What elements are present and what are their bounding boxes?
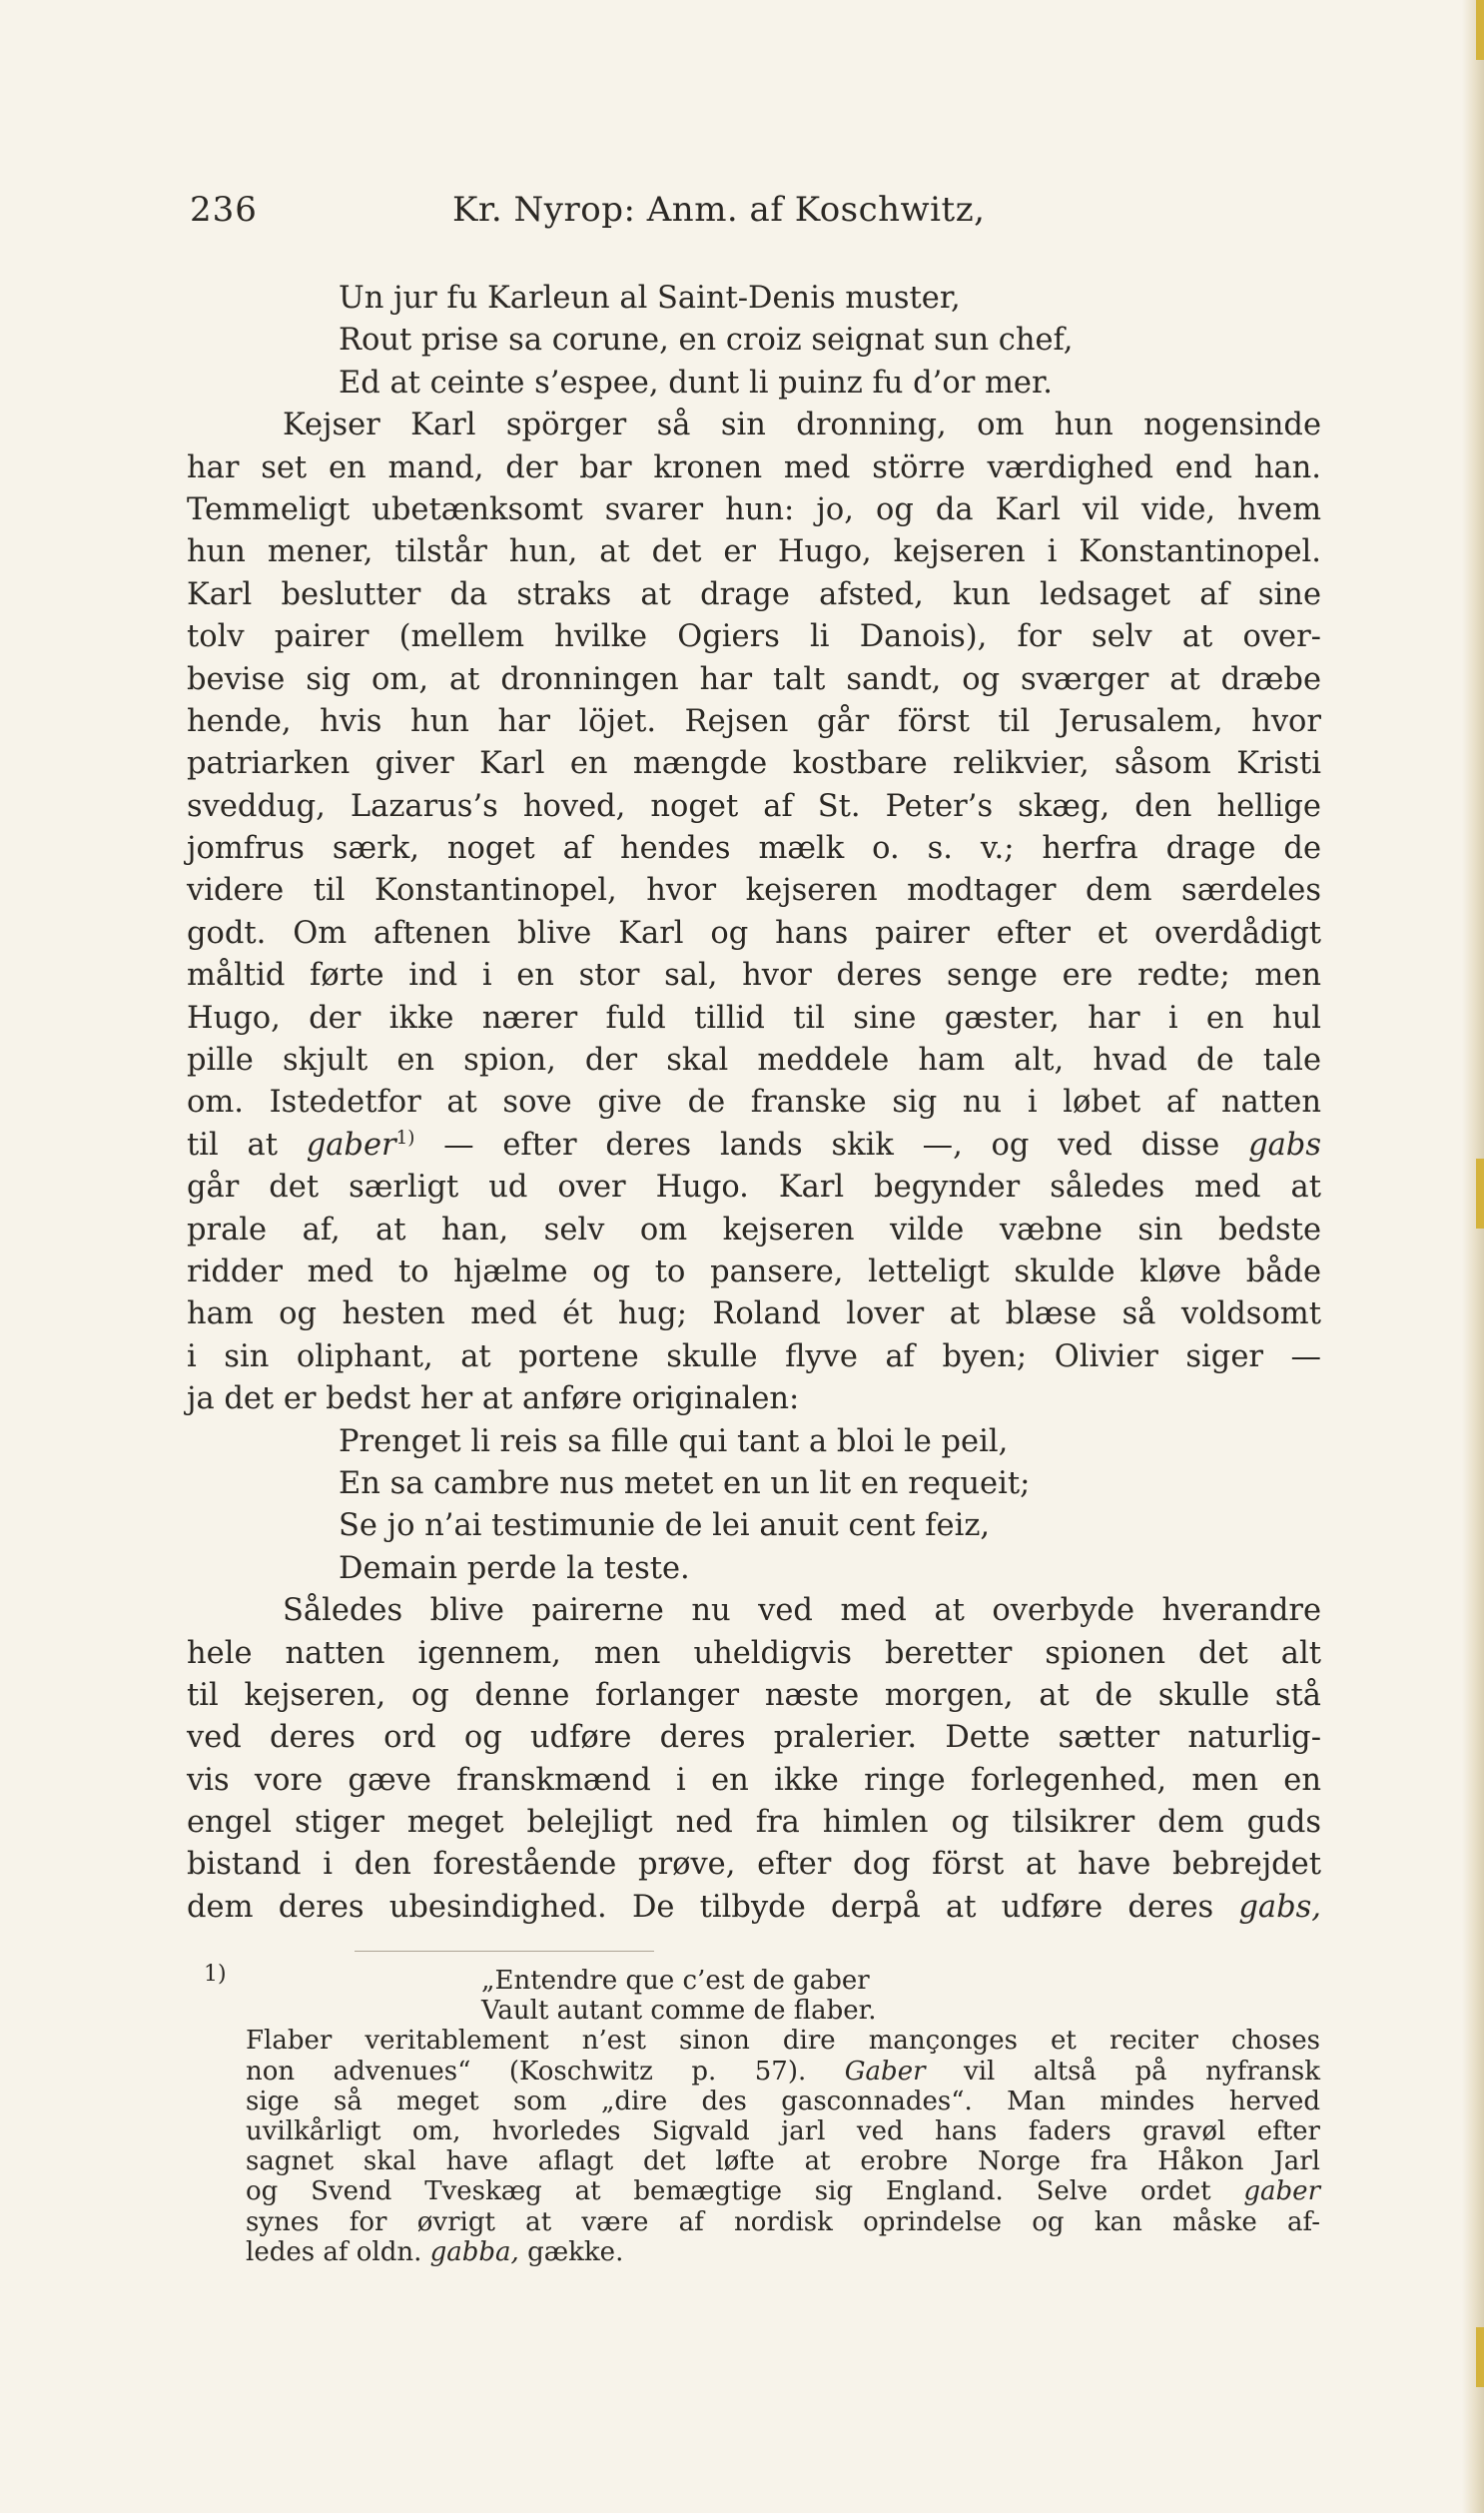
text-line: videre til Konstantinopel, hvor kejseren modtager dem særdeles [187, 873, 1321, 909]
running-head: Kr. Nyrop: Anm. af Koschwitz, [452, 190, 986, 230]
page-number: 236 [190, 190, 258, 230]
verse-line: Un jur fu Karleun al Saint-Denis muster, [339, 281, 961, 316]
text-line: Kejser Karl spörger så sin dronning, om hun nogensinde [283, 408, 1321, 443]
text-line: pille skjult en spion, der skal meddele ham alt, hvad de tale [187, 1043, 1321, 1079]
text-line: om. Istedetfor at sove give de franske sig nu i løbet af natten [187, 1085, 1321, 1121]
text-line: hende, hvis hun har löjet. Rejsen går först til Jerusalem, hvor [187, 703, 1321, 739]
footnote-line [246, 2057, 1320, 2087]
text-run: til at [187, 1127, 278, 1163]
italic-word: gabs, [1238, 1889, 1321, 1925]
text-line: jomfrus særk, noget af hendes mælk o. s. v.; herfra drage de [187, 831, 1321, 867]
edge-color-mark [1476, 1159, 1484, 1229]
text-line: ridder med to hjælme og to pansere, letteligt skulde kløve både [187, 1254, 1321, 1289]
verse-line: Ed at ceinte s’espee, dunt li puinz fu d’or mer. [339, 365, 1053, 401]
footnote-line: sagnet skal have aflagt det løfte at erobre Norge fra Håkon Jarl [246, 2146, 1320, 2177]
text-run: vil altså på nyfransk [964, 2056, 1321, 2087]
footnote-marker: 1) [204, 1962, 227, 1987]
edge-color-mark [1476, 2327, 1484, 2387]
edge-color-mark [1476, 0, 1484, 60]
text-run: — efter deres lands skik —, og ved disse [443, 1127, 1220, 1163]
text-line: bistand i den forestående prøve, efter dog först at have bebrejdet [187, 1847, 1321, 1883]
text-line: Således blive pairerne nu ved med at overbyde hverandre [283, 1593, 1321, 1629]
text-line: hun mener, tilstår hun, at det er Hugo, kejseren i Konstantinopel. [187, 534, 1321, 570]
text-line: i sin oliphant, at portene skulle flyve af byen; Olivier siger — [187, 1338, 1321, 1374]
text-line: Temmeligt ubetænksomt svarer hun: jo, og da Karl vil vide, hvem [187, 491, 1321, 527]
text-run: non advenues“ (Koschwitz p. 57). [246, 2056, 807, 2087]
footnote-line [246, 2176, 1320, 2206]
italic-word: gabba, [429, 2236, 519, 2267]
text-line: engel stiger meget belejligt ned fra himlen og tilsikrer dem guds [187, 1805, 1321, 1841]
text-line [187, 1887, 1321, 1929]
text-line: godt. Om aftenen blive Karl og hans pairer efter et overdådigt [187, 915, 1321, 951]
footnote-line: synes for øvrigt at være af nordisk oprindelse og kan måske af- [246, 2206, 1320, 2237]
text-run: dem deres ubesindighed. De tilbyde derpå at udføre deres [187, 1889, 1214, 1925]
verse-line: Se jo n’ai testimunie de lei anuit cent feiz, [339, 1508, 991, 1544]
text-line: prale af, at han, selv om kejseren vilde væbne sin bedste [187, 1212, 1321, 1248]
footnote-line: uvilkårligt om, hvorledes Sigvald jarl ved hans faders gravøl efter [246, 2115, 1320, 2146]
footnote-line [246, 2237, 1320, 2267]
footnote-line: Vault autant comme de flaber. [481, 1996, 877, 2027]
italic-word: Gaber [844, 2056, 926, 2087]
text-run: og Svend Tveskæg at bemægtige sig England. Selve ordet [246, 2176, 1211, 2207]
text-line: bevise sig om, at dronningen har talt sandt, og sværger at dræbe [187, 661, 1321, 697]
page-header [190, 190, 1328, 236]
text-line: hele natten igennem, men uheldigvis beretter spionen det alt [187, 1635, 1321, 1671]
text-line: patriarken giver Karl en mængde kostbare relikvier, såsom Kristi [187, 746, 1321, 782]
footnote-line: „Entendre que c’est de gaber [481, 1966, 870, 1996]
text-line: tolv pairer (mellem hvilke Ogiers li Danois), for selv at over- [187, 619, 1321, 655]
italic-word: gabs [1248, 1127, 1321, 1163]
verse-line: Prenget li reis sa fille qui tant a bloi le peil, [339, 1423, 1009, 1459]
main-text [187, 278, 1321, 1929]
footnote-line: sige så meget som „dire des gasconnades“. Man mindes herved [246, 2086, 1320, 2116]
text-line [187, 1125, 1321, 1167]
text-line: har set en mand, der bar kronen med större værdighed end han. [187, 449, 1321, 485]
footnote-line: Flaber veritablement n’est sinon dire mançonges et reciter choses [246, 2026, 1320, 2057]
text-run: gække. [527, 2236, 624, 2267]
text-line: vis vore gæve franskmænd i en ikke ringe forlegenhed, men en [187, 1762, 1321, 1798]
page-edge-shadow [1462, 0, 1484, 2513]
verse-line: Demain perde la teste. [339, 1550, 690, 1586]
text-line: måltid førte ind i en stor sal, hvor deres senge ere redte; men [187, 958, 1321, 994]
text-line: Hugo, der ikke nærer fuld tillid til sine gæster, har i en hul [187, 1000, 1321, 1036]
italic-word: gaber [306, 1127, 396, 1163]
text-line: sveddug, Lazarus’s hoved, noget af St. Peter’s skæg, den hellige [187, 788, 1321, 824]
text-line: Karl beslutter da straks at drage afsted, kun ledsaget af sine [187, 576, 1321, 612]
footnote-rule [355, 1951, 654, 1952]
italic-word: gaber [1243, 2176, 1320, 2207]
text-line: til kejseren, og denne forlanger næste morgen, at de skulle stå [187, 1677, 1321, 1713]
text-line: ham og hesten med ét hug; Roland lover at blæse så voldsomt [187, 1296, 1321, 1332]
text-run: ledes af oldn. [246, 2236, 422, 2267]
verse-line: En sa cambre nus metet en un lit en requeit; [339, 1465, 1031, 1501]
text-line: går det særligt ud over Hugo. Karl begynder således med at [187, 1170, 1321, 1206]
text-line: ved deres ord og udføre deres pralerier. Dette sætter naturlig- [187, 1720, 1321, 1756]
footnote [204, 1962, 1321, 2267]
verse-line: Rout prise sa corune, en croiz seignat sun chef, [339, 323, 1074, 359]
footnote-ref: 1) [395, 1127, 415, 1149]
text-line: ja det er bedst her at anføre originalen: [187, 1381, 800, 1417]
